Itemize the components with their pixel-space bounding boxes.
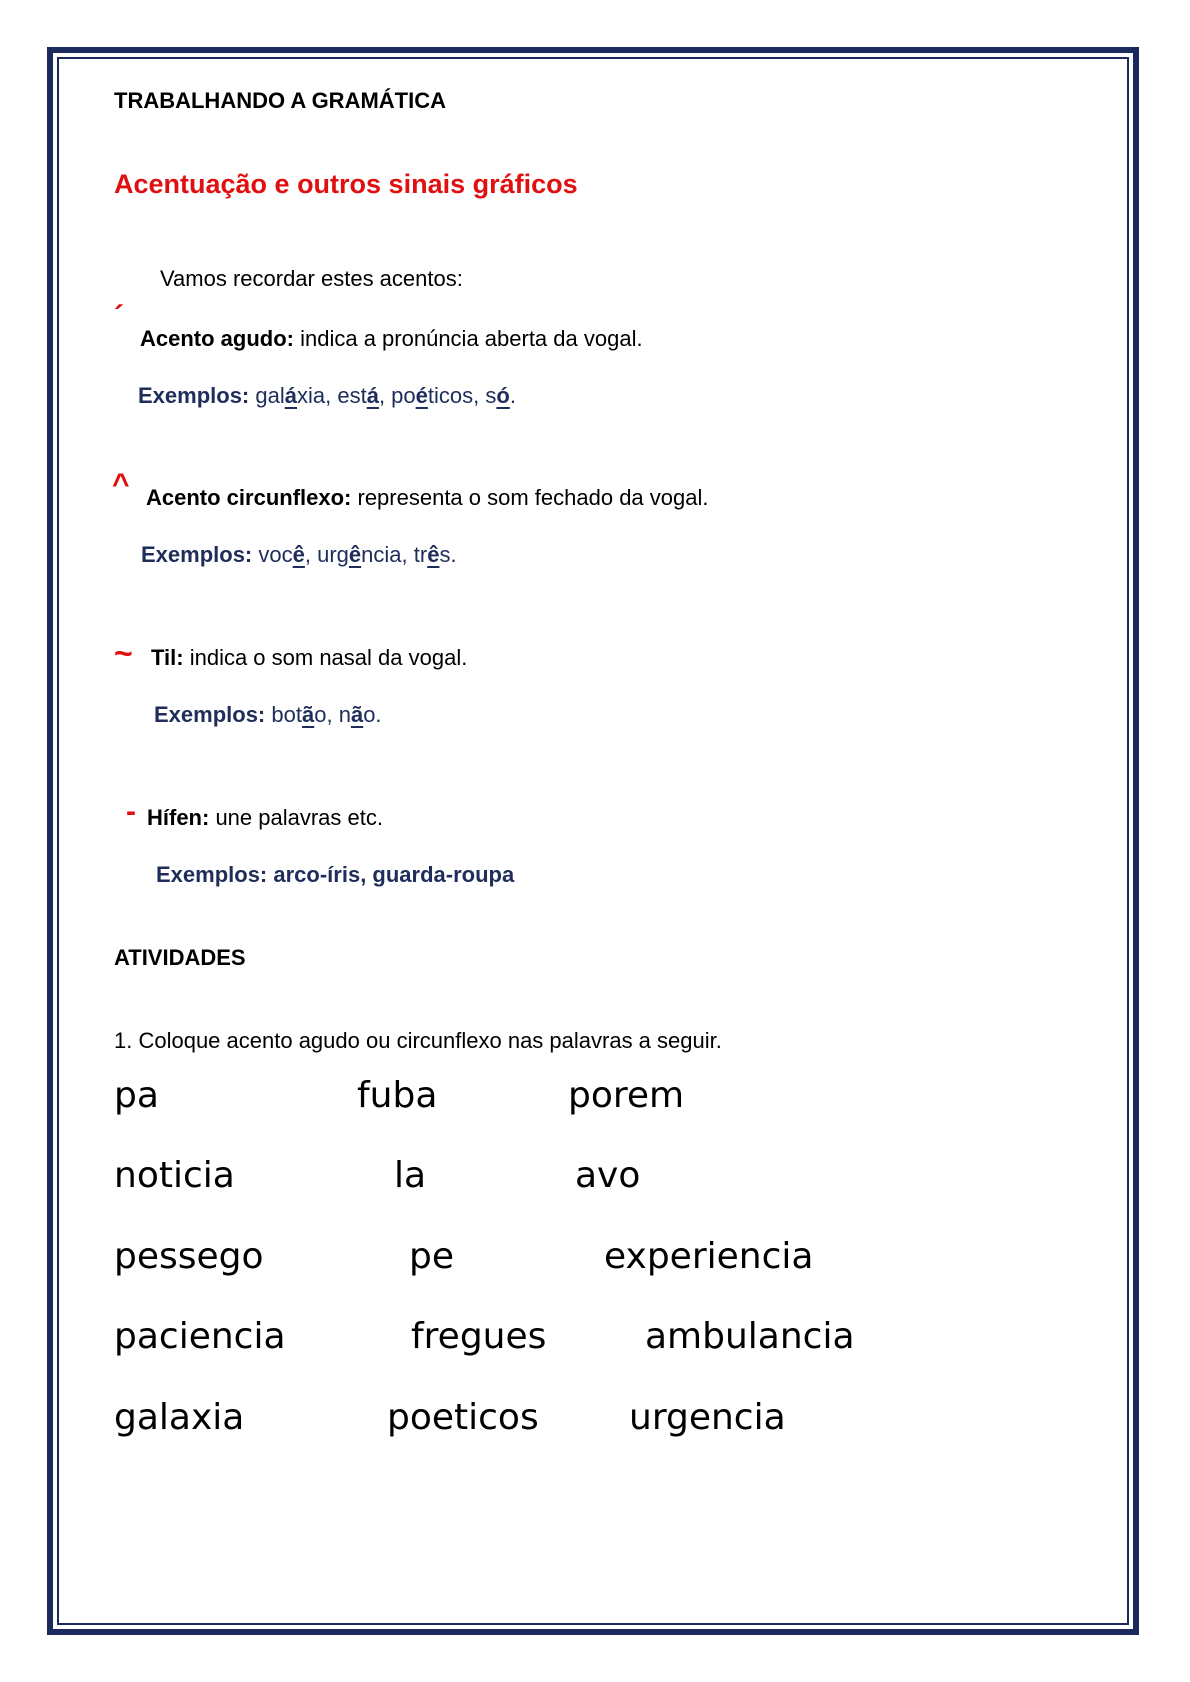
acute-accent-mark: ´ <box>114 300 124 333</box>
word-item: pe <box>409 1236 454 1277</box>
examples-label: Exemplos: <box>154 702 266 727</box>
tilde-examples: Exemplos: botão, não. <box>154 702 382 727</box>
highlighted-vowel: ã <box>301 702 315 727</box>
page-border-inner <box>57 57 1129 1625</box>
examples-label: Exemplos: <box>156 862 268 887</box>
tilde-desc: indica o som nasal da vogal. <box>183 645 468 670</box>
word-item: avo <box>575 1155 641 1196</box>
highlighted-vowel: ê <box>348 542 362 567</box>
word-item: fregues <box>411 1316 547 1357</box>
word-item: pa <box>114 1075 159 1116</box>
circumflex-accent-name: Acento circunflexo: <box>146 485 352 510</box>
word-item: la <box>394 1155 427 1196</box>
examples-label: Exemplos: <box>138 383 250 408</box>
word-item: fuba <box>357 1075 438 1116</box>
acute-accent-desc: indica a pronúncia aberta da vogal. <box>294 326 643 351</box>
word-item: noticia <box>114 1155 235 1196</box>
word-item: ambulancia <box>645 1316 855 1357</box>
circumflex-accent-mark: ^ <box>112 468 130 501</box>
word-item: urgencia <box>629 1397 786 1438</box>
acute-accent-name: Acento agudo: <box>140 326 294 351</box>
hyphen-examples: Exemplos: arco-íris, guarda-roupa <box>156 862 515 887</box>
highlighted-vowel: ã <box>350 702 364 727</box>
highlighted-vowel: á <box>284 383 297 408</box>
tilde-name: Til: <box>151 645 184 670</box>
activity-question: 1. Coloque acento agudo ou circunflexo nas palavras a seguir. <box>114 1028 722 1053</box>
hyphen-mark: - <box>126 795 136 828</box>
word-item: pessego <box>114 1236 264 1277</box>
circumflex-accent-desc: representa o som fechado da vogal. <box>351 485 709 510</box>
page-title: Acentuação e outros sinais gráficos <box>114 169 578 199</box>
word-item: paciencia <box>114 1316 286 1357</box>
activities-heading: ATIVIDADES <box>114 945 246 970</box>
highlighted-vowel: ê <box>427 542 440 567</box>
word-item: poeticos <box>387 1397 539 1438</box>
intro-text: Vamos recordar estes acentos: <box>160 266 463 291</box>
circumflex-accent-definition <box>146 485 709 511</box>
hyphen-definition <box>147 805 383 831</box>
hyphen-desc: une palavras etc. <box>209 805 383 830</box>
circumflex-accent-examples: Exemplos: você, urgência, três. <box>141 542 457 567</box>
highlighted-vowel: ó <box>496 383 510 408</box>
acute-accent-definition <box>140 326 643 352</box>
tilde-mark: ~ <box>114 635 133 671</box>
acute-accent-examples: Exemplos: galáxia, está, poéticos, só. <box>138 383 516 408</box>
word-item: galaxia <box>114 1397 245 1438</box>
tilde-definition <box>151 645 467 671</box>
hyphen-name: Hífen: <box>147 805 210 830</box>
word-item: experiencia <box>604 1236 814 1277</box>
word-item: porem <box>568 1075 685 1116</box>
highlighted-vowel: á <box>366 383 379 408</box>
examples-label: Exemplos: <box>141 542 253 567</box>
highlighted-vowel: é <box>415 383 428 408</box>
page-header: TRABALHANDO A GRAMÁTICA <box>114 88 446 113</box>
highlighted-vowel: ê <box>292 542 305 567</box>
